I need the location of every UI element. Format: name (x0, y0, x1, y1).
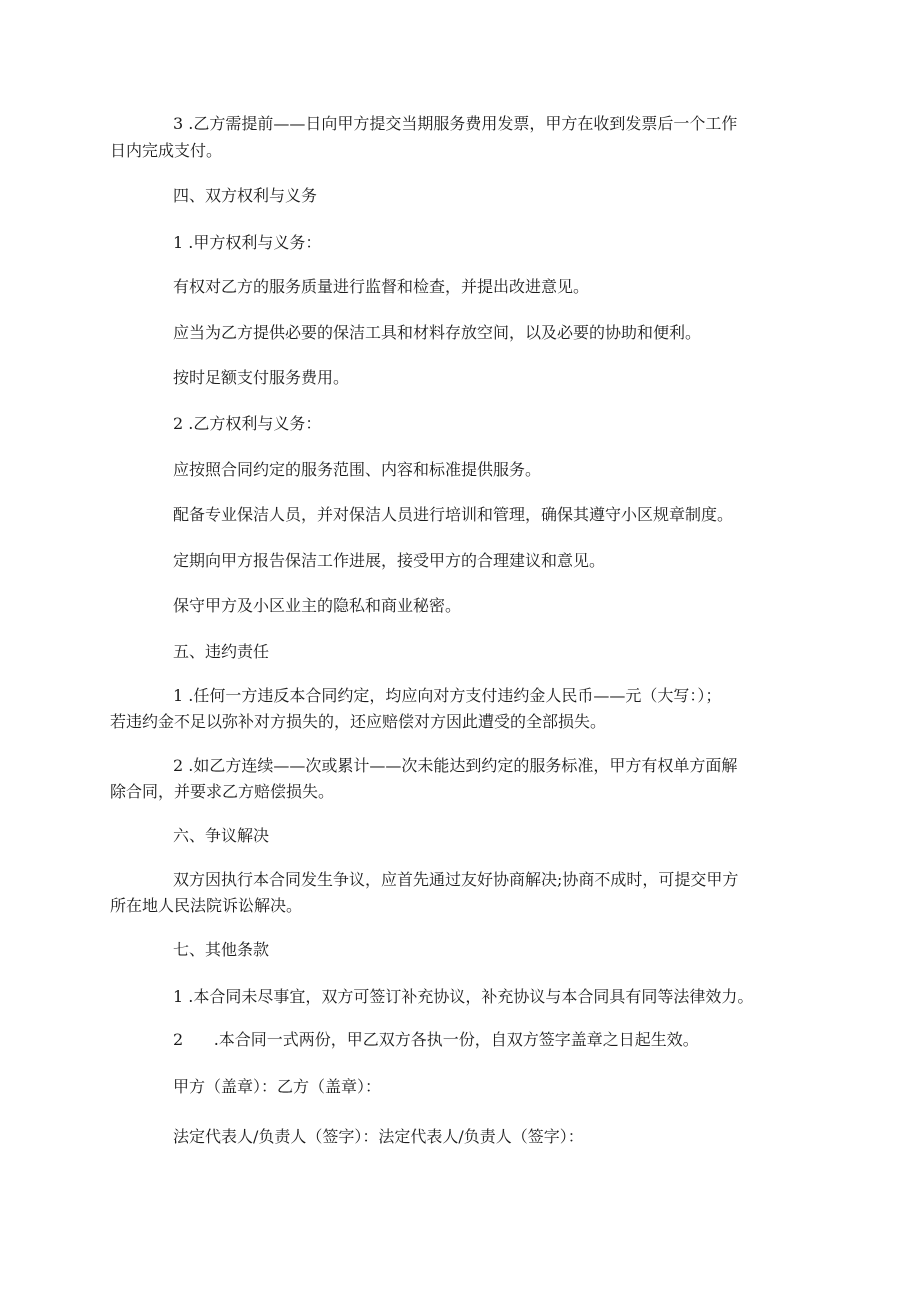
party-a-point: 应当为乙方提供必要的保洁工具和材料存放空间，以及必要的协助和便利。 (173, 323, 702, 342)
section-heading-rights: 四、双方权利与义务 (173, 186, 318, 205)
dispute-clause: 双方因执行本合同发生争议，应首先通过友好协商解决;协商不成时，可提交甲方 (173, 870, 739, 889)
party-b-point: 定期向甲方报告保洁工作进展，接受甲方的合理建议和意见。 (173, 551, 606, 570)
party-a-point: 有权对乙方的服务质量进行监督和检查，并提出改进意见。 (173, 277, 590, 296)
other-clause-2: 2 .本合同一式两份，甲乙双方各执一份，自双方签字盖章之日起生效。 (173, 1030, 699, 1049)
liability-clause-2: 2 .如乙方连续——次或累计——次未能达到约定的服务标准，甲方有权单方面解 (173, 756, 738, 775)
section-heading-liability: 五、违约责任 (173, 642, 270, 661)
party-a-rights-heading: 1 .甲方权利与义务： (173, 233, 322, 252)
party-a-point: 按时足额支付服务费用。 (173, 368, 350, 387)
liability-clause-2-cont: 除合同，并要求乙方赔偿损失。 (110, 782, 335, 801)
liability-clause-1: 1 .任何一方违反本合同约定，均应向对方支付违约金人民币——元（大写：）； (173, 686, 722, 705)
section-heading-dispute: 六、争议解决 (173, 826, 270, 845)
clause-3-text: 3 .乙方需提前——日向甲方提交当期服务费用发票，甲方在收到发票后一个工作 (173, 114, 738, 133)
party-b-rights-heading: 2 .乙方权利与义务： (173, 414, 322, 433)
seal-line: 甲方（盖章）：乙方（盖章）： (173, 1077, 382, 1096)
representative-signature-line: 法定代表人/负责人（签字）：法定代表人/负责人（签字）： (173, 1127, 584, 1146)
other-clause-1: 1 .本合同未尽事宜，双方可签订补充协议，补充协议与本合同具有同等法律效力。 (173, 987, 754, 1006)
liability-clause-1-cont: 若违约金不足以弥补对方损失的，还应赔偿对方因此遭受的全部损失。 (110, 712, 607, 731)
party-b-point: 保守甲方及小区业主的隐私和商业秘密。 (173, 596, 462, 615)
section-heading-other: 七、其他条款 (173, 940, 270, 959)
party-b-point: 应按照合同约定的服务范围、内容和标准提供服务。 (173, 460, 542, 479)
clause-3-text-cont: 日内完成支付。 (110, 141, 223, 160)
party-b-point: 配备专业保洁人员，并对保洁人员进行培训和管理，确保其遵守小区规章制度。 (173, 505, 734, 524)
dispute-clause-cont: 所在地人民法院诉讼解决。 (110, 896, 303, 915)
